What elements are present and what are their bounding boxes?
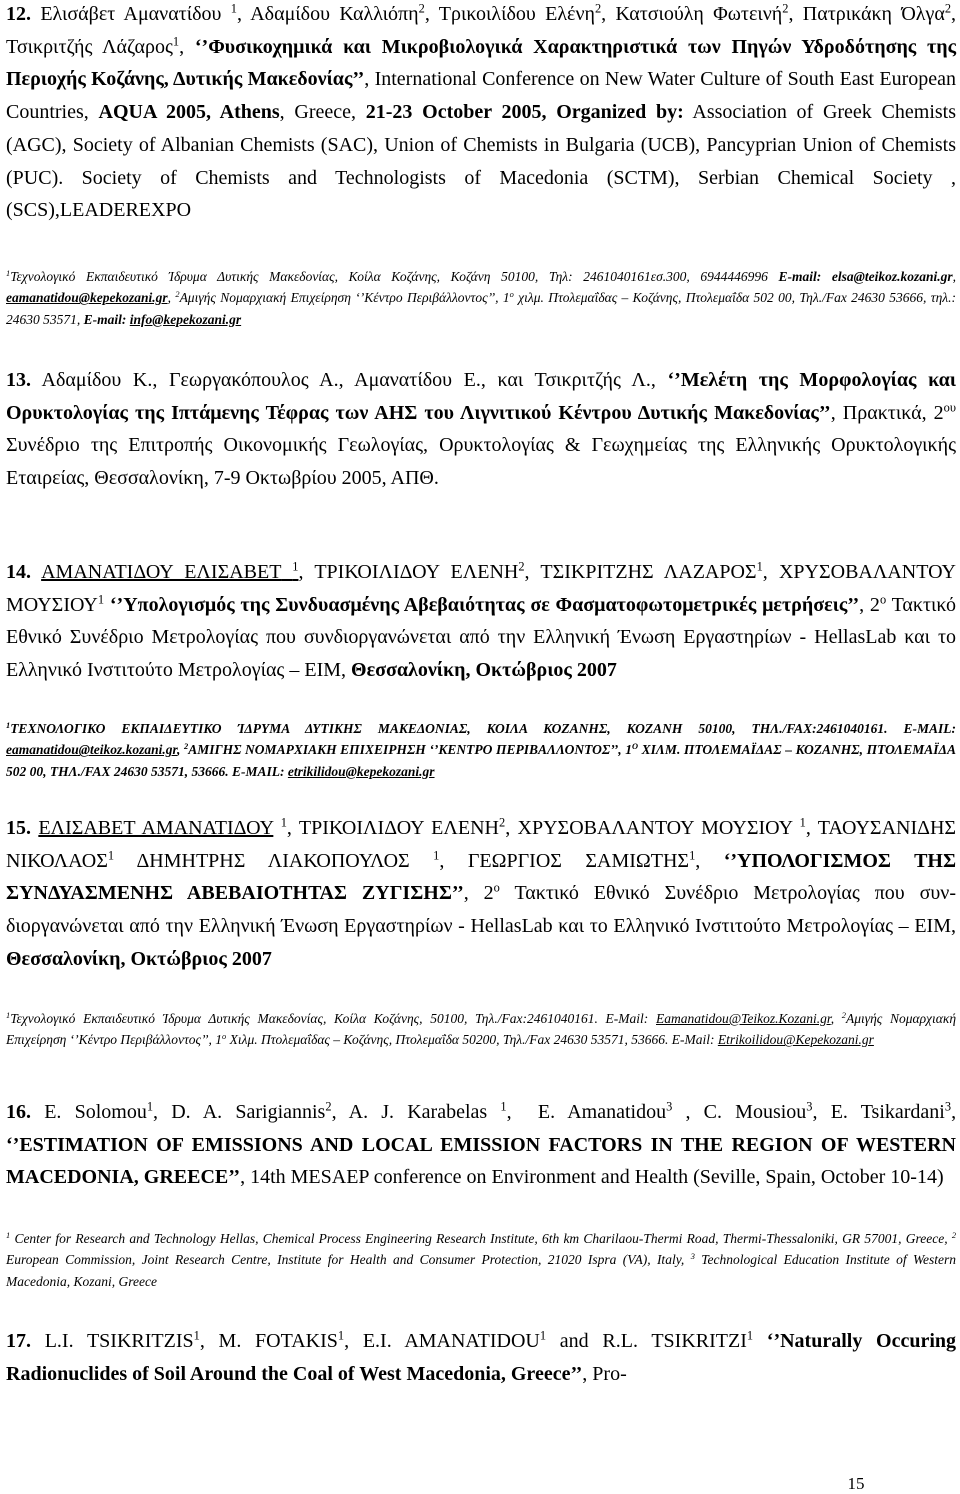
venue: AQUA 2005, Athens: [98, 101, 280, 124]
publication-info: , 14th MESAEP conference on Environment and Health (Seville, Spain, October 10-14): [240, 1166, 944, 1189]
place-date: Θεσσαλονίκη, Οκτώβριος 2007: [6, 947, 272, 970]
affiliation: Τεχνολογικό Εκπαιδευτικό Ίδρυμα Δυτικής Μακεδονίας, Κοίλα Κοζάνης, Κοζάνη 50100, Τηλ: 2461040161εσ.300, 6944446996: [10, 269, 768, 284]
paper-title: ‘’Υπολογισμός της Συνδυασμένης Αβεβαιότητας σε Φασματοφωτομετρικές μετρήσεις’’: [109, 593, 860, 616]
superscript: Ο: [632, 742, 639, 752]
author: E. Amanatidou: [537, 1101, 667, 1123]
author: ΔΗΜΗΤΡΗΣ ΛΙΑΚΟΠΟΥΛΟΣ: [136, 849, 410, 872]
author: ΤΣΙΚΡΙΤΖΗΣ ΛΑΖΑΡΟΣ: [540, 561, 757, 583]
entry-15: 15. ΕΛΙΣΑΒΕΤ ΑΜΑΝΑΤΙΔΟΥ $^1$, ΤΡΙΚΟΙΛΙΔΟΥ ΕΛΕΝΗ$^2$, ΧΡΥΣΟΒΑΛΑΝΤΟΥ ΜΟΥΣΙΟΥ $^1$, ΤΑΟΥΣΑΝΙΔΗΣ ΝΙΚΟΛΑΟΣ$^1$ ΔΗΜΗΤΡΗΣ ΛΙΑΚΟΠΟΥΛΟΣ $^1$, ΓΕΩΡΓΙΟΣ ΣΑΜΙΩΤΗΣ$^1$, ‘’ΥΠΟΛΟΓΙΣΜΟΣ ΤΗΣ ΣΥΝΔΥΑΣΜΕΝΗΣ ΑΒΕΒΑΙΟΤΗΤΑΣ ΖΥΓΙΣΗΣ’’, $2^o$ Τακτικό Εθνικό Συνέδριο Μετρολογίας που συν-διοργανώνεται από την Ελληνική Ένωση Εργαστηρίων - HellasLab και το Ελληνικό Ινστιτούτο Μετρολογίας – ΕΙΜ, Θεσσαλονίκη, Οκτώβριος 2007: [6, 815, 957, 970]
entry-number: 14.: [6, 561, 31, 583]
author: Τσικριτζής Λάζαρος: [6, 35, 173, 58]
page-number: 15: [847, 1474, 865, 1493]
author: Κατσιούλη Φωτεινή: [615, 3, 783, 25]
author: ΑΜΑΝΑΤΙΔΟΥ ΕΛΙΣΑΒΕΤ: [41, 561, 282, 583]
email-label: E-mail:: [83, 311, 127, 327]
superscript: ο: [222, 1032, 227, 1042]
email-link[interactable]: elsa@teikoz.kozani.gr: [831, 269, 953, 284]
affiliation: Τεχνολογικό Εκπαιδευτικό Ίδρυμα Δυτικής Μακεδονίας, Κοίλα Κοζάνης, 50100, Τηλ./Fax:2461040161. E-Mail:: [10, 1011, 649, 1026]
entry-14: 14. ΑΜΑΝΑΤΙΔΟΥ ΕΛΙΣΑΒΕΤ $^1$, ΤΡΙΚΟΙΛΙΔΟΥ ΕΛΕΝΗ$^2$, ΤΣΙΚΡΙΤΖΗΣ ΛΑΖΑΡΟΣ$^1$, ΧΡΥΣΟΒΑΛΑΝΤΟΥ ΜΟΥΣΙΟΥ$^1$ ‘’Υπολογισμός της Συνδυασμένης Αβεβαιότητας σε Φασματοφωτομετρικές μετρήσεις’’, $2^o$ Τακτικό Εθνικό Συνέδριο Μετρολογίας που συνδιοργανώνεται από την Ελληνική Ένωση Εργαστηρίων - HellasLab και το Ελληνικό Ινστιτούτο Μετρολογίας – ΕΙΜ, Θεσσαλονίκη, Οκτώβριος 2007: [6, 559, 957, 682]
paper-title: ‘’Naturally Occuring Radionuclides of Soil Around the Coal of West Macedonia, Greece’’: [6, 1330, 957, 1385]
entry-number: 15.: [6, 817, 31, 839]
conjunction: and: [559, 1330, 589, 1352]
affiliation: ΤΕΧΝΟΛΟΓΙΚΟ ΕΚΠΑΙΔΕΥΤΙΚΟ ΊΔΡΥΜΑ ΔΥΤΙΚΗΣ ΜΑΚΕΔΟΝΙΑΣ, ΚΟΙΛΑ ΚΟΖΑΝΗΣ, ΚΟΖΑΝΗ 50100, ΤΗΛ./FAX:2461040161. E-MAIL:: [10, 721, 956, 736]
conference-name: International Conference on New Water Culture of South East European Countries: [6, 68, 957, 124]
author: ΕΛΙΣΑΒΕΤ ΑΜΑΝΑΤΙΔΟΥ: [38, 817, 274, 839]
email-link[interactable]: Eamanatidou@Teikoz.Kozani.gr: [656, 1011, 831, 1026]
superscript: ο: [509, 290, 514, 300]
paper-title: ‘’ESTIMATION OF EMISSIONS AND LOCAL EMISSION FACTORS IN THE REGION OF WESTERN MACEDONIA, GREECE’’: [6, 1133, 956, 1189]
affiliations-12: $^1$Τεχνολογικό Εκπαιδευτικό Ίδρυμα Δυτικής Μακεδονίας, Κοίλα Κοζάνης, Κοζάνη 50100, Τηλ: 2461040161εσ.300, 6944446996 E-mail: elsa@teikoz.kozani.gr, eamanatidou@kepekozani.gr, $^2$Αμιγής Νομαρχιακή Επιχείρηση ‘’Κέντρο Περιβάλλοντος’’, $1^o$ χιλμ. Πτολεμαΐδας – Κοζάνης, Πτολεμαΐδα 502 00, Τηλ./Fax 24630 53666, τηλ.: 24630 53571, E-mail: info@kepekozani.gr: [6, 268, 957, 327]
entry-13: [6, 364, 956, 495]
entry-16: 16. E. Solomou$^1$, D. A. Sarigiannis$^2$, A. J. Karabelas $^1$, E. Amanatidou$^3$ , C. Mousiou$^3$, E. Tsikardani$^3$, ‘’ESTIMATION OF EMISSIONS AND LOCAL EMISSION FACTORS IN THE REGION OF WESTERN MACEDONIA, GREECE’’, 14th MESAEP conference on Environment and Health (Seville, Spain, October 10-14): [6, 1099, 957, 1189]
email-label: E-mail:: [778, 269, 822, 284]
entry-number: 12.: [6, 3, 31, 25]
affiliation: Αμιγής Νομαρχιακή Επιχείρηση ‘’Κέντρο Περιβάλλοντος’’, 1: [179, 290, 510, 306]
affiliation: Αμιγής Νομαρχιακή Επιχείρηση ‘’Κέντρο Περιβάλλοντος’’, 1: [6, 1011, 957, 1048]
publication-info: , Pro-: [582, 1362, 627, 1385]
author: ΤΡΙΚΟΙΛΙΔΟΥ ΕΛΕΝΗ: [298, 817, 499, 839]
entry-12: 12. Ελισάβετ Αμανατίδου $^1$, Αδαμίδου Καλλιόπη$^2$, Τρικοιλίδου Ελένη$^2$, Κατσιούλη Φωτεινή$^2$, Πατρικάκη Όλγα$^2$, Τσικριτζής Λάζαρος$^1$, ‘’Φυσικοχημικά και Μικροβιολογικά Χαρακτηριστικά των Πηγών Υδροδότησης της Περιοχής Κοζάνης, Δυτικής Μακεδονίας’’, International Conference on New Water Culture of South East European Countries, AQUA 2005, Athens, Greece, 21-23 October 2005, Organized by: Association of Greek Chemists (AGC), Society of Albanian Chemists (SAC), Union of Chemists in Bulgaria (UCB), Pancyprian Union of Chemists (PUC). Society of Chemists and Technologists of Macedonia (SCTM), Serbian Chemical Society , (SCS),LEADEREXPO: [6, 1, 957, 222]
publication-info: , 2: [859, 593, 880, 616]
entry-number: 17.: [6, 1330, 31, 1352]
author: Πατρικάκη Όλγα: [802, 3, 945, 25]
email-link[interactable]: eamanatidou@teikoz.kozani.gr: [6, 742, 178, 758]
affiliations-14: $^1$ΤΕΧΝΟΛΟΓΙΚΟ ΕΚΠΑΙΔΕΥΤΙΚΟ ΊΔΡΥΜΑ ΔΥΤΙΚΗΣ ΜΑΚΕΔΟΝΙΑΣ, ΚΟΙΛΑ ΚΟΖΑΝΗΣ, ΚΟΖΑΝΗ 50100, ΤΗΛ./FAX:2461040161. E-MAIL: eamanatidou@teikoz.kozani.gr, $^2$ΑΜΙΓΗΣ ΝΟΜΑΡΧΙΑΚΗ ΕΠΙΧΕΙΡΗΣΗ ‘’ΚΕΝΤΡΟ ΠΕΡΙΒΑΛΛΟΝΤΟΣ’’, $1^O$ ΧΙΛΜ. ΠΤΟΛΕΜΑΪΔΑΣ – ΚΟΖΑΝΗΣ, ΠΤΟΛΕΜΑΪΔΑ 502 00, ΤΗΛ./FAX 24630 53571, 53666. E-MAIL: etrikilidou@kepekozani.gr: [6, 720, 957, 779]
affiliation: Technological Education Institute of Western Macedonia, Kozani, Greece: [6, 1252, 957, 1289]
entry-number: 16.: [6, 1101, 31, 1123]
author: L.I. TSIKRITZIS: [44, 1330, 194, 1352]
affiliation: Center for Research and Technology Hellas, Chemical Process Engineering Research Institute, 6th km Charilaou-Thermi Road, Thermi-Thessaloniki, GR 57001, Greece,: [14, 1231, 948, 1246]
affiliations-16: $^1$ Center for Research and Technology Hellas, Chemical Process Engineering Research Institute, 6th km Charilaou-Thermi Road, Thermi-Thessaloniki, GR 57001, Greece, $^2$ European Commission, Joint Research Centre, Institute for Health and Consumer Protection, 21020 Ispra (VA), Italy, $^3$ Technological Education Institute of Western Macedonia, Kozani, Greece: [6, 1230, 957, 1289]
email-link[interactable]: Etrikoilidou@Kepekozani.gr: [717, 1032, 874, 1048]
publication-info: Τακτικό Εθνικό Συνέδριο Μετρολογίας που συν-διοργανώνεται από την Ελληνική Ένωση Εργαστηρίων - HellasLab και το Ελληνικό Ινστιτούτο Μετρολογίας – ΕΙΜ,: [6, 882, 957, 938]
place-date: Θεσσαλονίκη, Οκτώβριος 2007: [351, 659, 617, 682]
entry-17: 17. L.I. TSIKRITZIS$^1$, M. FOTAKIS$^1$, E.I. AMANATIDOU$^1$ and R.L. TSIKRITZI$^1$ ‘’Naturally Occuring Radionuclides of Soil Around the Coal of West Macedonia, Greece’’, Pro-: [6, 1328, 957, 1385]
authors: Αδαμίδου Κ., Γεωργακόπουλος Α., Αμανατίδου Ε., και Τσικριτζής Λ.,: [41, 369, 656, 391]
author: E. Tsikardani: [830, 1101, 945, 1123]
publication-info: Τακτικό Εθνικό Συνέδριο Μετρολογίας που συνδιοργανώνεται από την Ελληνική Ένωση Εργαστηρίων - HellasLab και το Ελληνικό Ινστιτούτο Μετρολογίας – ΕΙΜ,: [6, 593, 957, 682]
entry-number: 13.: [6, 369, 31, 391]
organizers: Association of Greek Chemists (AGC), Society of Albanian Chemists (SAC), Union of Chemists in Bulgaria (UCB), Pancyprian Union of Chemists (PUC). Society of Chemists and Technologists of Macedonia (SCTM), Serbian Chemical Society , (SCS),LEADEREXPO: [6, 101, 956, 222]
superscript: ο: [493, 880, 500, 895]
author: ΧΡΥΣΟΒΑΛΑΝΤΟΥ ΜΟΥΣΙΟΥ: [517, 817, 793, 839]
superscript: ο: [879, 592, 887, 607]
affiliation: Χιλμ. Πτολεμαΐδας – Κοζάνης, Πτολεμαΐδα 50200, Τηλ./Fax 24630 53571, 53666. E-Mail:: [229, 1032, 715, 1048]
date-organizers-label: 21-23 October 2005, Organized by:: [365, 101, 684, 124]
publication-info: , Πρακτικά, 2: [830, 401, 944, 424]
author: C. Mousiou: [703, 1101, 807, 1123]
author: M. FOTAKIS: [218, 1330, 338, 1352]
affiliations-15: $^1$Τεχνολογικό Εκπαιδευτικό Ίδρυμα Δυτικής Μακεδονίας, Κοίλα Κοζάνης, 50100, Τηλ./Fax:2461040161. E-Mail: Eamanatidou@Teikoz.Kozani.gr, $^2$Αμιγής Νομαρχιακή Επιχείρηση ‘’Κέντρο Περιβάλλοντος’’, $1^o$ Χιλμ. Πτολεμαΐδας – Κοζάνης, Πτολεμαΐδα 50200, Τηλ./Fax 24630 53571, 53666. E-Mail: Etrikoilidou@Kepekozani.gr: [6, 1010, 957, 1048]
publication-info: Συνέδριο της Επιτροπής Οικονομικής Γεωλογίας, Ορυκτολογίας & Γεωχημείας της Ελληνικής Ορυκτολογικής Εταιρείας, Θεσσαλονίκη, 7-9 Οκτωβρίου 2005, ΑΠΘ.: [6, 434, 956, 490]
affiliation: ΑΜΙΓΗΣ ΝΟΜΑΡΧΙΑΚΗ ΕΠΙΧΕΙΡΗΣΗ ‘’ΚΕΝΤΡΟ ΠΕΡΙΒΑΛΛΟΝΤΟΣ’’, 1: [188, 742, 633, 758]
author: R.L. TSIKRITZI: [602, 1330, 747, 1352]
author: ΤΡΙΚΟΙΛΙΔΟΥ ΕΛΕΝΗ: [314, 561, 519, 583]
affiliation: χιλμ. Πτολεμαΐδας – Κοζάνης, Πτολεμαΐδα 502 00, Τηλ./Fax 24630 53666, τηλ.: 24630 53571,: [6, 290, 957, 327]
author: ΧΡΥΣΟΒΑΛΑΝΤΟΥ ΜΟΥΣΙΟΥ: [6, 561, 956, 616]
paper-title: ‘’Φυσικοχημικά και Μικροβιολογικά Χαρακτηριστικά των Πηγών Υδροδότησης της Περιοχής Κοζάνης, Δυτικής Μακεδονίας’’: [6, 35, 957, 91]
email-link[interactable]: eamanatidou@kepekozani.gr: [6, 290, 168, 306]
paper-title: ‘’Μελέτη της Μορφολογίας και Ορυκτολογίας της Ιπτάμενης Τέφρας των ΑΗΣ του Λιγνιτικού Κέντρου Δυτικής Μακεδονίας’’: [6, 369, 956, 424]
place: Greece: [294, 101, 352, 124]
author: Τρικοιλίδου Ελένη: [438, 3, 595, 25]
superscript: ου: [943, 400, 957, 415]
author: D. A. Sarigiannis: [171, 1101, 326, 1123]
publication-info: , 2: [463, 882, 494, 905]
author: Ελισάβετ Αμανατίδου: [40, 3, 222, 25]
author: A. J. Karabelas: [348, 1101, 488, 1123]
email-link[interactable]: etrikilidou@kepekozani.gr: [287, 763, 435, 779]
affiliation: ΧΙΛΜ. ΠΤΟΛΕΜΑΪΔΑΣ – ΚΟΖΑΝΗΣ, ΠΤΟΛΕΜΑΪΔΑ 502 00, ΤΗΛ./FAX 24630 53571, 53666. E-MAIL:: [6, 742, 957, 779]
author: Αδαμίδου Καλλιόπη: [250, 3, 419, 25]
author: ΤΑΟΥΣΑΝΙΔΗΣ ΝΙΚΟΛΑΟΣ: [6, 817, 957, 872]
paper-title: ‘’ΥΠΟΛΟΓΙΣΜΟΣ ΤΗΣ ΣΥΝΔΥΑΣΜΕΝΗΣ ΑΒΕΒΑΙΟΤΗΤΑΣ ΖΥΓΙΣΗΣ’’: [6, 849, 957, 905]
affiliation: European Commission, Joint Research Centre, Institute for Health and Consumer Protection, 21020 Ispra (VA), Italy,: [6, 1252, 685, 1268]
author: ΓΕΩΡΓΙΟΣ ΣΑΜΙΩΤΗΣ: [467, 849, 690, 872]
author: E. Solomou: [44, 1101, 147, 1123]
email-link[interactable]: info@kepekozani.gr: [129, 311, 242, 327]
author: E.I. AMANATIDOU: [362, 1330, 540, 1352]
